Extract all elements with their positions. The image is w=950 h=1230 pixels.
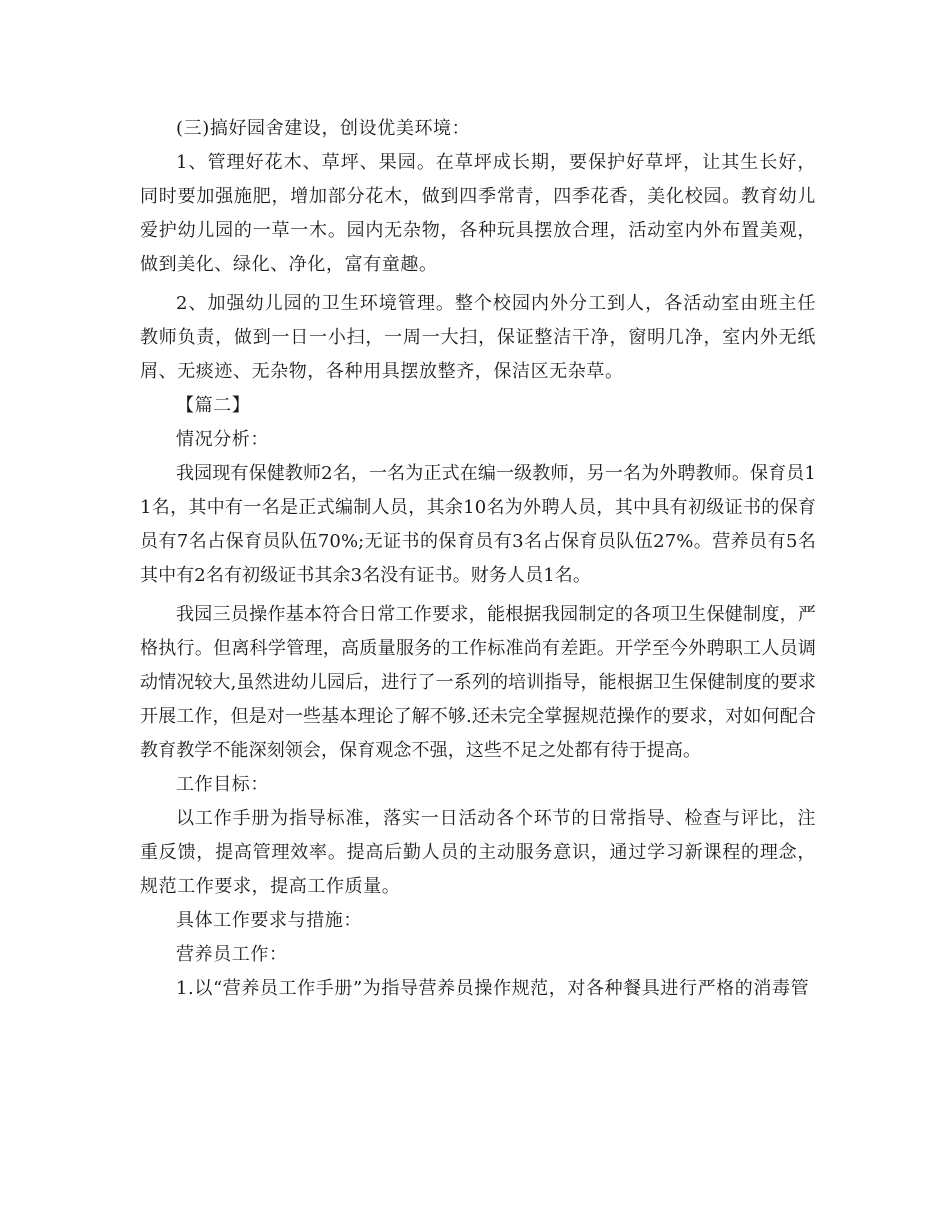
subheading-requirements: 具体工作要求与措施： [176, 910, 362, 931]
subheading-situation-analysis: 情况分析： [176, 429, 269, 450]
subheading-work-goals: 工作目标： [176, 774, 269, 795]
paragraph-staff-assessment: 我园三员操作基本符合日常工作要求，能根据我园制定的各项卫生保健制度，严格执行。但离科学管理，高质量服务的工作标准尚有差距。开学至今外聘职工人员调动情况较大,虽然进幼儿园后，进行了一系列的培训指导，能根据卫生保健制度的要求开展工作，但是对一些基本理论了解不够.还未完全掌握规范操作的要求，对如何配合教育教学不能深刻领会，保育观念不强，这些不足之处都有待于提高。 [140, 604, 816, 761]
document-body [140, 112, 816, 1006]
section-heading-part-two: 【篇二】 [176, 395, 251, 416]
paragraph-goals: 以工作手册为指导标准，落实一日活动各个环节的日常指导、检查与评比，注重反馈，提高管理效率。提高后勤人员的主动服务意识，通过学习新课程的理念，规范工作要求，提高工作质量。 [140, 808, 816, 897]
section-heading-garden: (三)搞好园舍建设，创设优美环境： [176, 118, 471, 139]
subheading-nutritionist-work: 营养员工作： [176, 944, 288, 965]
paragraph-nutritionist-item-1: 1.以“营养员工作手册”为指导营养员操作规范，对各种餐具进行严格的消毒管 [176, 978, 810, 999]
paragraph-staff-overview: 我园现有保健教师2名，一名为正式在编一级教师，另一名为外聘教师。保育员11名，其中有一名是正式编制人员，其余10名为外聘人员，其中具有初级证书的保育员有7名占保育员队伍70%;无证书的保育员有3名占保育员队伍27%。营养员有5名其中有2名有初级证书其余3名没有证书。财务人员1名。 [140, 463, 816, 586]
paragraph-hygiene: 2、加强幼儿园的卫生环境管理。整个校园内外分工到人，各活动室由班主任教师负责，做到一日一小扫，一周一大扫，保证整洁干净，窗明几净，室内外无纸屑、无痰迹、无杂物，各种用具摆放整齐，保洁区无杂草。 [140, 293, 816, 382]
paragraph-plants: 1、管理好花木、草坪、果园。在草坪成长期，要保护好草坪，让其生长好，同时要加强施肥，增加部分花木，做到四季常青，四季花香，美化校园。教育幼儿爱护幼儿园的一草一木。园内无杂物，各种玩具摆放合理，活动室内外布置美观，做到美化、绿化、净化，富有童趣。 [140, 152, 816, 275]
